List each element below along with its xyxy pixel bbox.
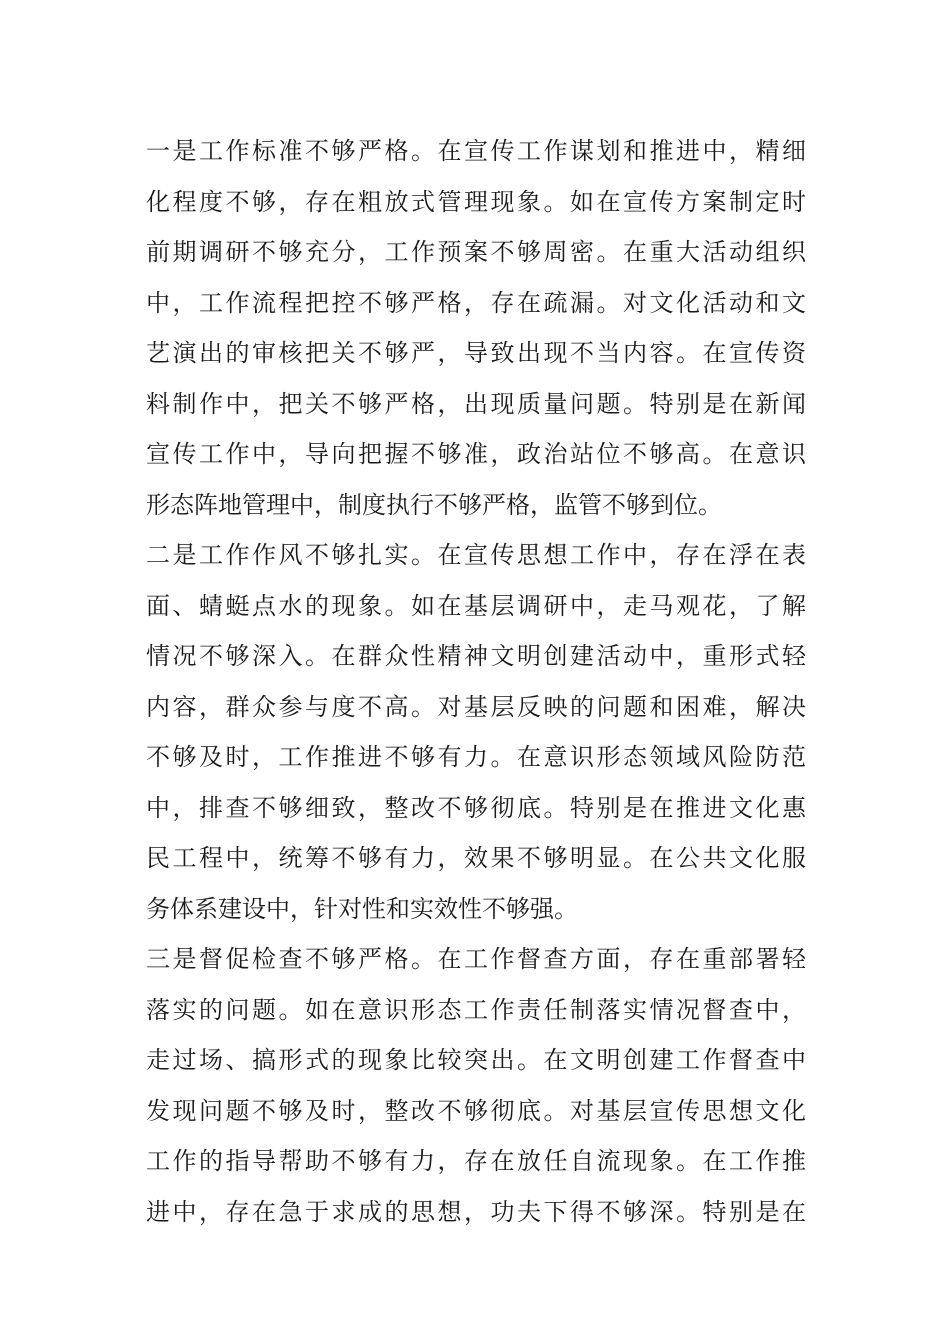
text-line: 艺演出的审核把关不够严，导致出现不当内容。在宣传资: [146, 339, 806, 367]
paragraph-3: [146, 934, 806, 1237]
text-line: 落实的问题。如在意识形态工作责任制落实情况督查中，: [146, 995, 806, 1024]
text-line: 不够及时，工作推进不够有力。在意识形态领域风险防范: [146, 743, 806, 771]
text-line: 民工程中，统筹不够有力，效果不够明显。在公共文化服: [146, 844, 806, 872]
text-line: 中，工作流程把控不够严格，存在疏漏。对文化活动和文: [146, 288, 806, 317]
text-line: 二是工作作风不够扎实。在宣传思想工作中，存在浮在表: [146, 541, 806, 569]
text-line: 进中，存在急于求成的思想，功夫下得不够深。特别是在: [146, 1197, 806, 1226]
text-line: 务体系建设中，针对性和实效性不够强。: [146, 894, 578, 923]
text-line: 形态阵地管理中，制度执行不够严格，监管不够到位。: [146, 490, 722, 519]
text-line: 走过场、搞形式的现象比较突出。在文明创建工作督查中: [146, 1046, 806, 1074]
text-line: 前期调研不够充分，工作预案不够周密。在重大活动组织: [146, 238, 806, 266]
text-line: 中，排查不够细致，整改不够彻底。特别是在推进文化惠: [146, 793, 806, 822]
text-line: 工作的指导帮助不够有力，存在放任自流现象。在工作推: [146, 1147, 806, 1175]
paragraph-1: [146, 126, 806, 530]
paragraph-2: [146, 530, 806, 934]
text-line: 内容，群众参与度不高。对基层反映的问题和困难，解决: [146, 692, 806, 721]
document-page: [146, 126, 806, 1237]
text-line: 料制作中，把关不够严格，出现质量问题。特别是在新闻: [146, 389, 806, 418]
text-line: 面、蜻蜓点水的现象。如在基层调研中，走马观花，了解: [146, 591, 806, 620]
text-line: 宣传工作中，导向把握不够准，政治站位不够高。在意识: [146, 440, 806, 468]
text-line: 发现问题不够及时，整改不够彻底。对基层宣传思想文化: [146, 1096, 806, 1125]
text-line: 情况不够深入。在群众性精神文明创建活动中，重形式轻: [146, 642, 806, 670]
text-line: 一是工作标准不够严格。在宣传工作谋划和推进中，精细: [146, 137, 806, 165]
text-line: 化程度不够，存在粗放式管理现象。如在宣传方案制定时: [146, 187, 806, 216]
text-line: 三是督促检查不够严格。在工作督查方面，存在重部署轻: [146, 945, 806, 973]
